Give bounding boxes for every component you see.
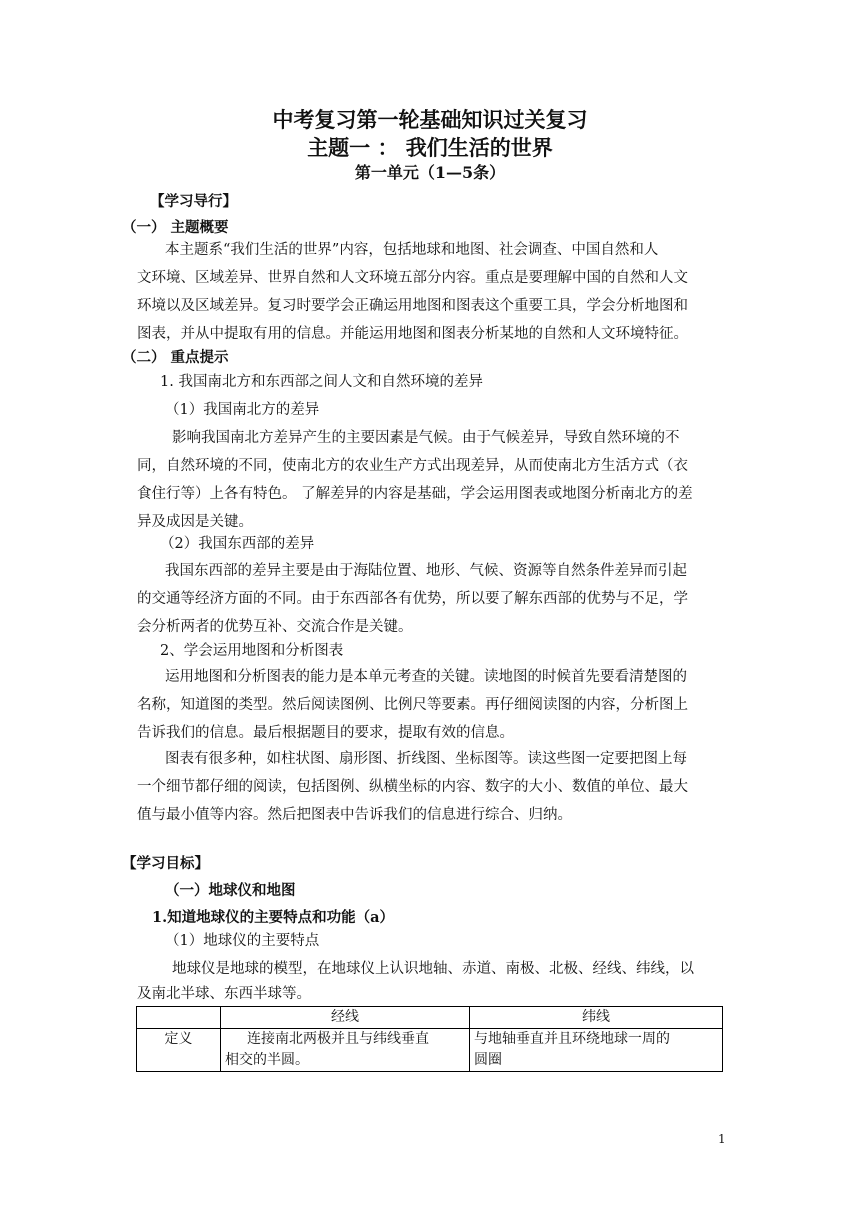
meridian-definition-line-2: 相交的半圆。 (225, 1052, 309, 1068)
table-row-label: 定义 (137, 1029, 221, 1072)
meridian-definition-line-1: 连接南北两极并且与纬线垂直 (247, 1031, 429, 1047)
goals-heading: 【学习目标】 (122, 855, 209, 872)
summary-line-3: 环境以及区域差异。复习时要学会正确运用地图和图表这个重要工具，学会分析地图和 (137, 298, 688, 314)
summary-line-4: 图表，并从中提取有用的信息。并能运用地图和图表分析某地的自然和人文环境特征。 (137, 326, 688, 342)
north-south-line-1: 影响我国南北方差异产生的主要因素是气候。由于气候差异，导致自然环境的不 (172, 430, 680, 446)
table-header-blank (137, 1007, 221, 1029)
globe-map-heading: （一）地球仪和地图 (165, 882, 296, 899)
summary-line-2: 文环境、区域差异、世界自然和人文环境五部分内容。重点是要理解中国的自然和人文 (137, 270, 688, 286)
meridian-parallel-table (136, 1006, 723, 1072)
north-south-line-3: 食住行等）上各有特色。 了解差异的内容是基础，学会运用图表或地图分析南北方的差 (137, 486, 693, 502)
charts-line-1: 图表有很多种，如柱状图、扇形图、折线图、坐标图等。读这些图一定要把图上每 (165, 751, 687, 767)
east-west-line-2: 的交通等经济方面的不同。由于东西部各有优势，所以要了解东西部的优势与不足，学 (137, 591, 688, 607)
meridian-definition (221, 1029, 470, 1072)
unit-title: 第一单元（1—5条） (354, 163, 506, 182)
maps-line-2: 名称，知道图的类型。然后阅读图例、比例尺等要素。再仔细阅读图的内容，分析图上 (137, 697, 688, 713)
table-header-row (137, 1007, 723, 1029)
page-number: 1 (718, 1132, 726, 1146)
table-header-parallel: 纬线 (469, 1007, 722, 1029)
theme-title: 主题一 ： 我们生活的世界 (307, 135, 553, 160)
key-point-1: 1. 我国南北方和东西部之间人文和自然环境的差异 (160, 374, 483, 390)
maps-line-1: 运用地图和分析图表的能力是本单元考查的关键。读地图的时候首先要看清楚图的 (165, 669, 687, 685)
document-title: 中考复习第一轮基础知识过关复习 (272, 107, 588, 132)
globe-goal-1: 1.知道地球仪的主要特点和功能（a） (152, 909, 395, 926)
summary-line-1: 本主题系“我们生活的世界”内容，包括地球和地图、社会调查、中国自然和人 (165, 242, 659, 258)
parallel-definition-line-1: 与地轴垂直并且环绕地球一周的 (473, 1031, 670, 1047)
north-south-line-2: 同，自然环境的不同，使南北方的农业生产方式出现差异，从而使南北方生活方式（衣 (137, 458, 688, 474)
maps-line-3: 告诉我们的信息。最后根据题目的要求，提取有效的信息。 (137, 725, 514, 741)
east-west-heading: （2）我国东西部的差异 (160, 536, 315, 552)
globe-features-heading: （1）地球仪的主要特点 (165, 933, 320, 949)
parallel-definition-line-2: 圆圈 (473, 1052, 502, 1068)
globe-line-1: 地球仪是地球的模型，在地球仪上认识地轴、赤道、南极、北极、经线、纬线，以 (172, 961, 694, 977)
charts-line-2: 一个细节都仔细的阅读，包括图例、纵横坐标的内容、数字的大小、数值的单位、最大 (137, 779, 688, 795)
key-point-2: 2、学会运用地图和分析图表 (160, 643, 344, 659)
globe-line-2: 及南北半球、东西半球等。 (137, 986, 311, 1002)
east-west-line-1: 我国东西部的差异主要是由于海陆位置、地形、气候、资源等自然条件差异而引起 (165, 563, 687, 579)
parallel-definition (469, 1029, 722, 1072)
north-south-line-4: 异及成因是关键。 (137, 514, 253, 530)
north-south-heading: （1）我国南北方的差异 (165, 402, 320, 418)
guide-heading: 【学习导行】 (150, 193, 237, 210)
charts-line-3: 值与最小值等内容。然后把图表中告诉我们的信息进行综合、归纳。 (137, 807, 572, 823)
summary-heading: （一） 主题概要 (122, 219, 229, 236)
key-points-heading: （二） 重点提示 (122, 349, 229, 366)
east-west-line-3: 会分析两者的优势互补、交流合作是关键。 (137, 619, 413, 635)
table-row (137, 1029, 723, 1072)
table-header-meridian: 经线 (221, 1007, 470, 1029)
